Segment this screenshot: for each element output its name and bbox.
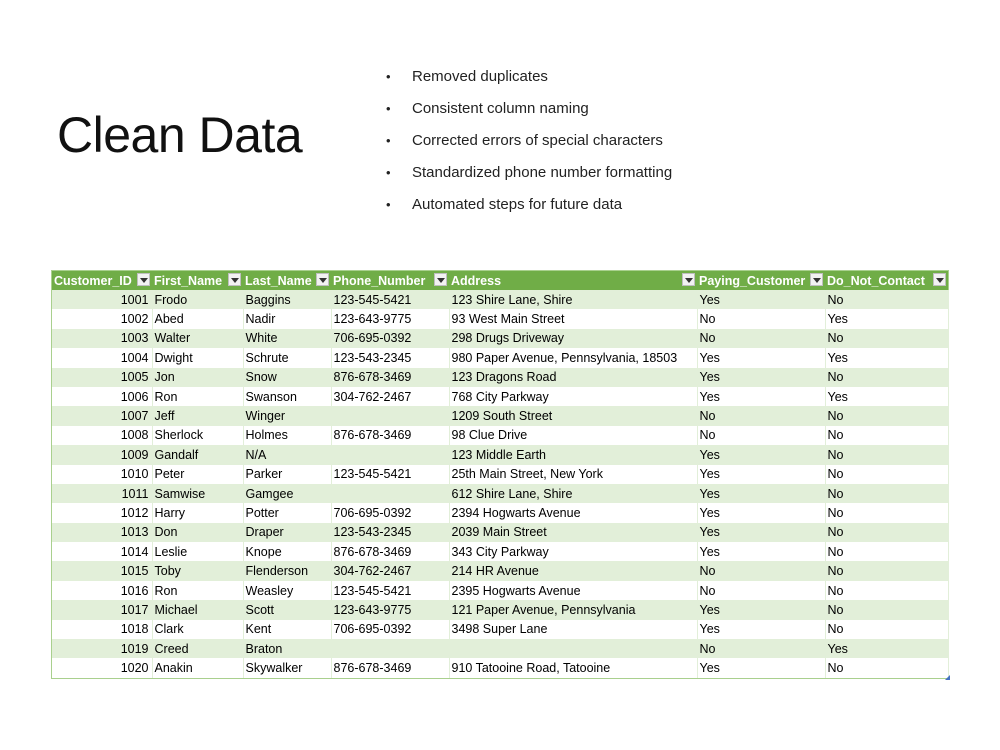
table-cell[interactable]: 123-643-9775 xyxy=(331,309,449,328)
table-cell[interactable]: 121 Paper Avenue, Pennsylvania xyxy=(449,600,697,619)
table-cell[interactable]: 1020 xyxy=(52,658,152,677)
table-cell[interactable]: No xyxy=(697,581,825,600)
bullet-dot: • xyxy=(386,101,391,116)
bullet-item xyxy=(386,130,672,162)
table-body xyxy=(52,290,948,678)
column-header-last-name[interactable] xyxy=(243,271,331,290)
table-cell[interactable]: 1004 xyxy=(52,348,152,367)
table-cell[interactable]: No xyxy=(825,484,948,503)
table-cell[interactable]: 1017 xyxy=(52,600,152,619)
table-row xyxy=(52,542,948,561)
table-cell[interactable]: No xyxy=(825,581,948,600)
table-cell[interactable]: 876-678-3469 xyxy=(331,658,449,677)
table-cell[interactable]: Swanson xyxy=(243,387,331,406)
bullet-list xyxy=(386,66,672,226)
bullet-text: Corrected errors of special characters xyxy=(412,132,663,149)
table-cell[interactable]: 876-678-3469 xyxy=(331,368,449,387)
table-cell[interactable]: Winger xyxy=(243,406,331,425)
table-cell[interactable]: 123 Dragons Road xyxy=(449,368,697,387)
table-cell[interactable]: 3498 Super Lane xyxy=(449,620,697,639)
filter-dropdown-icon[interactable] xyxy=(228,273,241,286)
table-row xyxy=(52,581,948,600)
table-row xyxy=(52,368,948,387)
table-cell[interactable]: 1006 xyxy=(52,387,152,406)
table-row xyxy=(52,600,948,619)
table-cell[interactable]: Yes xyxy=(825,348,948,367)
table-row xyxy=(52,387,948,406)
table-cell[interactable]: No xyxy=(697,406,825,425)
table-cell[interactable]: 304-762-2467 xyxy=(331,387,449,406)
column-header-label: Do_Not_Contact xyxy=(827,273,925,288)
table-cell[interactable]: 123-545-5421 xyxy=(331,465,449,484)
table-row xyxy=(52,484,948,503)
table-cell[interactable]: Creed xyxy=(152,639,243,658)
bullet-dot: • xyxy=(386,197,391,212)
table-cell[interactable]: Ron xyxy=(152,581,243,600)
table-cell[interactable]: 1016 xyxy=(52,581,152,600)
table-cell[interactable]: Yes xyxy=(697,600,825,619)
table-cell[interactable]: 910 Tatooine Road, Tatooine xyxy=(449,658,697,677)
table-cell[interactable]: 1002 xyxy=(52,309,152,328)
table-cell[interactable] xyxy=(449,639,697,658)
table-header-row xyxy=(52,271,948,290)
column-header-first-name[interactable] xyxy=(152,271,243,290)
table-cell[interactable]: No xyxy=(825,465,948,484)
table-row xyxy=(52,309,948,328)
table-cell[interactable]: No xyxy=(825,658,948,677)
table-cell[interactable]: 298 Drugs Driveway xyxy=(449,329,697,348)
table-cell[interactable]: 768 City Parkway xyxy=(449,387,697,406)
table-cell[interactable]: Yes xyxy=(697,484,825,503)
table-cell[interactable]: 123-545-5421 xyxy=(331,290,449,309)
filter-dropdown-icon[interactable] xyxy=(137,273,150,286)
table-cell[interactable] xyxy=(331,406,449,425)
table-cell[interactable]: Ron xyxy=(152,387,243,406)
table-row xyxy=(52,329,948,348)
table-cell[interactable]: 25th Main Street, New York xyxy=(449,465,697,484)
table-cell[interactable]: Knope xyxy=(243,542,331,561)
bullet-text: Removed duplicates xyxy=(412,68,548,85)
column-header-phone-number[interactable] xyxy=(331,271,449,290)
table-row xyxy=(52,658,948,677)
table-cell[interactable]: No xyxy=(825,445,948,464)
table-cell[interactable]: Yes xyxy=(697,658,825,677)
table-cell[interactable]: 123 Shire Lane, Shire xyxy=(449,290,697,309)
bullet-dot: • xyxy=(386,69,391,84)
table-cell[interactable]: Dwight xyxy=(152,348,243,367)
bullet-item xyxy=(386,98,672,130)
table-cell[interactable] xyxy=(331,484,449,503)
table-cell[interactable]: 123-543-2345 xyxy=(331,523,449,542)
table-cell[interactable]: 980 Paper Avenue, Pennsylvania, 18503 xyxy=(449,348,697,367)
table-cell[interactable]: 1001 xyxy=(52,290,152,309)
filter-dropdown-icon[interactable] xyxy=(810,273,823,286)
table-cell[interactable]: 2394 Hogwarts Avenue xyxy=(449,503,697,522)
table-cell[interactable]: No xyxy=(825,523,948,542)
table-cell[interactable]: No xyxy=(825,561,948,580)
table-cell[interactable]: No xyxy=(697,309,825,328)
table-cell[interactable]: Toby xyxy=(152,561,243,580)
table-cell[interactable]: Don xyxy=(152,523,243,542)
table-cell[interactable]: 123-543-2345 xyxy=(331,348,449,367)
table-row xyxy=(52,639,948,658)
table-cell[interactable]: No xyxy=(697,639,825,658)
table-row xyxy=(52,348,948,367)
table-cell[interactable]: Anakin xyxy=(152,658,243,677)
table-cell[interactable]: 1008 xyxy=(52,426,152,445)
table-cell[interactable] xyxy=(331,639,449,658)
filter-dropdown-icon[interactable] xyxy=(316,273,329,286)
table-row xyxy=(52,445,948,464)
table-cell[interactable]: No xyxy=(697,329,825,348)
table-cell[interactable]: Flenderson xyxy=(243,561,331,580)
table-row xyxy=(52,426,948,445)
table-cell[interactable]: 214 HR Avenue xyxy=(449,561,697,580)
table-cell[interactable]: 1010 xyxy=(52,465,152,484)
table-cell[interactable]: Yes xyxy=(697,445,825,464)
table-cell[interactable]: Sherlock xyxy=(152,426,243,445)
bullet-text: Automated steps for future data xyxy=(412,196,623,213)
table-cell[interactable]: Yes xyxy=(697,523,825,542)
table-cell[interactable]: 123 Middle Earth xyxy=(449,445,697,464)
table-cell[interactable]: 1013 xyxy=(52,523,152,542)
filter-dropdown-icon[interactable] xyxy=(682,273,695,286)
table-cell[interactable]: No xyxy=(697,426,825,445)
table-cell[interactable]: 1018 xyxy=(52,620,152,639)
column-header-label: Customer_ID xyxy=(54,273,132,288)
table-cell[interactable]: No xyxy=(825,620,948,639)
table-cell[interactable]: Samwise xyxy=(152,484,243,503)
table-cell[interactable]: 2395 Hogwarts Avenue xyxy=(449,581,697,600)
table-cell[interactable]: 1012 xyxy=(52,503,152,522)
column-header-label: Paying_Customer xyxy=(699,273,806,288)
table-cell[interactable]: Scott xyxy=(243,600,331,619)
table-cell[interactable]: 123-643-9775 xyxy=(331,600,449,619)
table-cell[interactable]: 1014 xyxy=(52,542,152,561)
slide-title: Clean Data xyxy=(57,107,303,163)
table-cell[interactable]: No xyxy=(697,561,825,580)
table-cell[interactable]: Frodo xyxy=(152,290,243,309)
column-header-label: Address xyxy=(451,273,502,288)
bullet-item xyxy=(386,194,672,226)
table-cell[interactable]: 1209 South Street xyxy=(449,406,697,425)
table-resize-handle[interactable] xyxy=(945,675,950,680)
table-cell[interactable]: Skywalker xyxy=(243,658,331,677)
table-cell[interactable]: 1003 xyxy=(52,329,152,348)
column-header-label: Last_Name xyxy=(245,273,312,288)
table-cell[interactable]: Jeff xyxy=(152,406,243,425)
table-cell[interactable]: 706-695-0392 xyxy=(331,620,449,639)
table-cell[interactable]: Potter xyxy=(243,503,331,522)
table-cell[interactable]: 1007 xyxy=(52,406,152,425)
table-cell[interactable]: Snow xyxy=(243,368,331,387)
table-cell[interactable]: Yes xyxy=(825,639,948,658)
table-cell[interactable]: 876-678-3469 xyxy=(331,542,449,561)
table-cell[interactable]: 123-545-5421 xyxy=(331,581,449,600)
table-cell[interactable]: Parker xyxy=(243,465,331,484)
filter-dropdown-icon[interactable] xyxy=(933,273,946,286)
table-cell[interactable]: Clark xyxy=(152,620,243,639)
bullet-item xyxy=(386,162,672,194)
table-cell[interactable]: 1005 xyxy=(52,368,152,387)
table-cell[interactable]: No xyxy=(825,329,948,348)
table-row xyxy=(52,406,948,425)
table-cell[interactable]: 612 Shire Lane, Shire xyxy=(449,484,697,503)
table-cell[interactable]: 876-678-3469 xyxy=(331,426,449,445)
table-cell[interactable]: Kent xyxy=(243,620,331,639)
column-header-customer-id[interactable] xyxy=(52,271,152,290)
table-row xyxy=(52,561,948,580)
table-cell[interactable]: Leslie xyxy=(152,542,243,561)
table-cell[interactable]: 98 Clue Drive xyxy=(449,426,697,445)
table-cell[interactable]: N/A xyxy=(243,445,331,464)
table-cell[interactable]: Yes xyxy=(697,368,825,387)
table-cell[interactable]: Weasley xyxy=(243,581,331,600)
table-cell[interactable]: Yes xyxy=(697,542,825,561)
table-cell[interactable]: Walter xyxy=(152,329,243,348)
table-cell[interactable]: 1015 xyxy=(52,561,152,580)
table-cell[interactable]: Yes xyxy=(697,387,825,406)
table-cell[interactable]: No xyxy=(825,426,948,445)
table-cell[interactable] xyxy=(331,445,449,464)
table-cell[interactable]: No xyxy=(825,406,948,425)
column-header-paying-customer[interactable] xyxy=(697,271,825,290)
table-row xyxy=(52,465,948,484)
table-cell[interactable]: Abed xyxy=(152,309,243,328)
table-cell[interactable]: 1011 xyxy=(52,484,152,503)
table-cell[interactable]: Michael xyxy=(152,600,243,619)
table-cell[interactable]: Gamgee xyxy=(243,484,331,503)
table-cell[interactable]: Schrute xyxy=(243,348,331,367)
table-cell[interactable]: 304-762-2467 xyxy=(331,561,449,580)
table-row xyxy=(52,290,948,309)
column-header-label: Phone_Number xyxy=(333,273,426,288)
column-header-label: First_Name xyxy=(154,273,223,288)
column-header-do-not-contact[interactable] xyxy=(825,271,948,290)
table-cell[interactable]: 343 City Parkway xyxy=(449,542,697,561)
table-cell[interactable]: No xyxy=(825,503,948,522)
column-header-address[interactable] xyxy=(449,271,697,290)
table-cell[interactable]: 93 West Main Street xyxy=(449,309,697,328)
table-cell[interactable]: 706-695-0392 xyxy=(331,503,449,522)
table-cell[interactable]: Yes xyxy=(697,620,825,639)
table-cell[interactable]: Nadir xyxy=(243,309,331,328)
table-cell[interactable]: Holmes xyxy=(243,426,331,445)
table-cell[interactable]: No xyxy=(825,542,948,561)
table-cell[interactable]: Yes xyxy=(697,290,825,309)
table-cell[interactable]: Yes xyxy=(697,465,825,484)
bullet-dot: • xyxy=(386,133,391,148)
bullet-text: Standardized phone number formatting xyxy=(412,164,673,181)
table-cell[interactable]: Yes xyxy=(697,503,825,522)
table-cell[interactable]: Draper xyxy=(243,523,331,542)
table-cell[interactable]: 1019 xyxy=(52,639,152,658)
table-cell[interactable]: No xyxy=(825,368,948,387)
table-cell[interactable]: Yes xyxy=(825,387,948,406)
table-cell[interactable]: Braton xyxy=(243,639,331,658)
table-cell[interactable]: 706-695-0392 xyxy=(331,329,449,348)
table-cell[interactable]: Yes xyxy=(825,309,948,328)
bullet-dot: • xyxy=(386,165,391,180)
filter-dropdown-icon[interactable] xyxy=(434,273,447,286)
table-cell[interactable]: 1009 xyxy=(52,445,152,464)
table-cell[interactable]: Baggins xyxy=(243,290,331,309)
table-cell[interactable]: Yes xyxy=(697,348,825,367)
bullet-text: Consistent column naming xyxy=(412,100,589,117)
table-cell[interactable]: White xyxy=(243,329,331,348)
customer-table-container xyxy=(51,270,949,679)
table-row xyxy=(52,523,948,542)
table-cell[interactable]: No xyxy=(825,600,948,619)
table-row xyxy=(52,620,948,639)
table-cell[interactable]: No xyxy=(825,290,948,309)
table-cell[interactable]: Jon xyxy=(152,368,243,387)
table-cell[interactable]: Harry xyxy=(152,503,243,522)
table-row xyxy=(52,503,948,522)
table-cell[interactable]: Gandalf xyxy=(152,445,243,464)
table-cell[interactable]: 2039 Main Street xyxy=(449,523,697,542)
bullet-item xyxy=(386,66,672,98)
table-cell[interactable]: Peter xyxy=(152,465,243,484)
customer-table xyxy=(52,271,949,678)
